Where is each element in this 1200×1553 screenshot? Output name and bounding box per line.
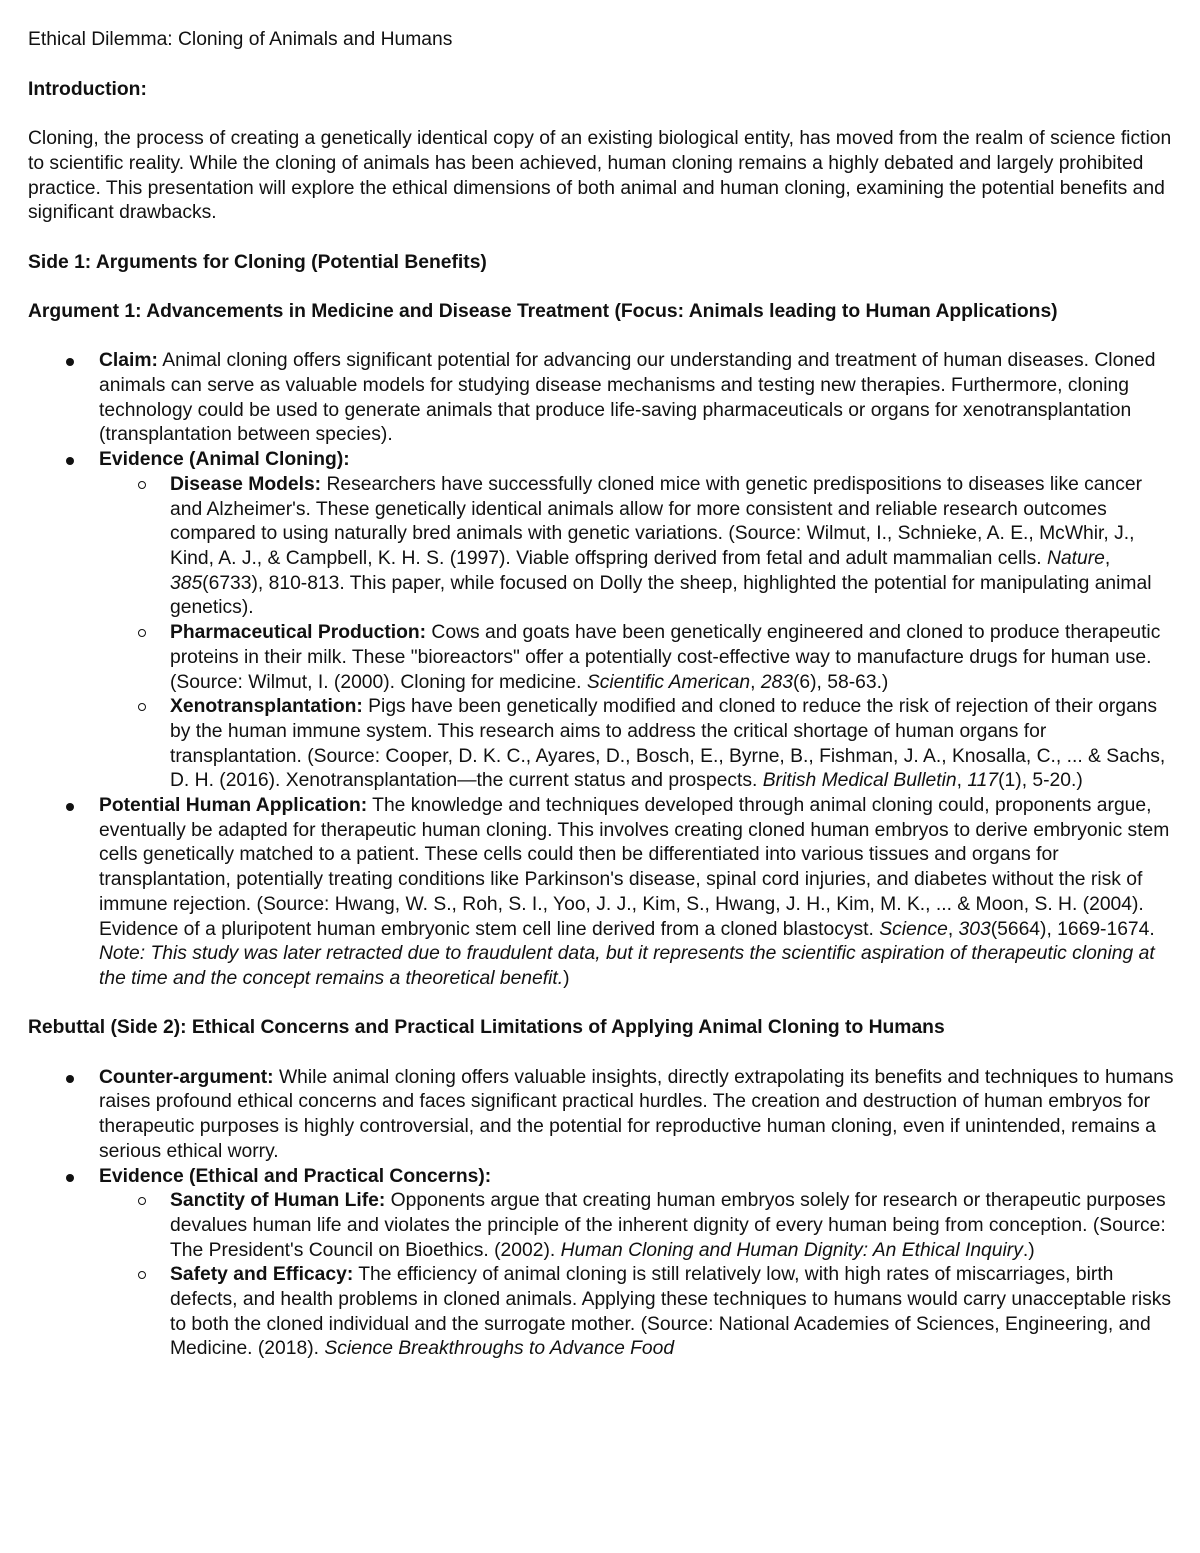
rebuttal-evidence-label: Evidence (Ethical and Practical Concerns):	[99, 1165, 492, 1187]
sanctity-label: Sanctity of Human Life:	[170, 1190, 386, 1212]
sanctity-item	[99, 1189, 1174, 1263]
human-application-text: The knowledge and techniques developed through animal cloning could, proponents argue, eventually be adapted for therapeutic human cloning. This involves creating cloned human embryos to derive embryonic stem cells genetically matched to a patient. These cells could then be differentiated into various tissues and organs for transplantation, potentially treating conditions like Parkinson's disease, spinal cord injuries, and diabetes without the risk of immune rejection. (Source: Hwang, W. S., Roh, S. I., Yoo, J. J., Kim, S., Hwang, J. H., Kim, M. K., ... & Moon, S. H. (2004). Evidence of a pluripotent human embryonic stem cell line derived from a cloned blastocyst.	[99, 795, 1170, 940]
intro-heading: Introduction:	[28, 78, 147, 100]
disease-models-text-end: (6733), 810-813. This paper, while focused on Dolly the sheep, highlighted the potential for manipulating animal genetics).	[170, 572, 1152, 619]
citation-sep: ,	[947, 918, 959, 940]
safety-item	[99, 1263, 1174, 1362]
citation-volume: 303	[958, 918, 991, 940]
citation-volume: 385	[170, 572, 203, 594]
retraction-note: Note: This study was later retracted due to fraudulent data, but it represents the scientific aspiration of therapeutic cloning at the time and the concept remains a theoretical benefit.	[99, 943, 1155, 989]
evidence-label: Evidence (Animal Cloning):	[99, 449, 350, 471]
citation-sep: ,	[1104, 548, 1111, 569]
pharma-text-end: (6), 58-63.)	[792, 671, 889, 693]
claim-label: Claim:	[99, 350, 158, 372]
safety-text: The efficiency of animal cloning is still relatively low, with high rates of miscarriages, birth defects, and health problems in cloned animals. Applying these techniques to humans would carry unacceptable risks to both the cloned individual and the surrogate mother. (Source: National Academies of Sciences, Engineering, and Medicine. (2018).	[170, 1264, 1172, 1360]
side1-heading: Side 1: Arguments for Cloning (Potential Benefits)	[28, 251, 487, 273]
citation-volume: 283	[760, 671, 793, 693]
rebuttal-heading: Rebuttal (Side 2): Ethical Concerns and Practical Limitations of Applying Animal Cloning to Humans	[28, 1017, 945, 1039]
xeno-text-end: (1), 5-20.)	[998, 770, 1083, 792]
citation-journal: Nature	[1047, 548, 1105, 569]
citation-sep: ,	[956, 770, 968, 792]
counter-argument-text: While animal cloning offers valuable insights, directly extrapolating its benefits and techniques to humans raises profound ethical concerns and faces significant practical hurdles. The creation and destruction of human embryos for therapeutic purposes is highly controversial, and the potential for reproductive human cloning, even if unintended, remains a serious ethical worry.	[99, 1066, 1174, 1162]
disease-models-item	[99, 473, 1174, 621]
pharma-item	[99, 621, 1174, 695]
pharma-label: Pharmaceutical Production:	[170, 622, 427, 644]
human-application-text-mid: (5664), 1669-1674.	[990, 918, 1155, 940]
disease-models-label: Disease Models:	[170, 473, 322, 495]
rebuttal-evidence-sublist	[99, 1189, 1174, 1362]
pharma-text: Cows and goats have been genetically engineered and cloned to produce therapeutic proteins in their milk. These "bioreactors" offer a potentially cost-effective way to manufacture drugs for human use. (Source: Wilmut, I. (2000). Cloning for medicine.	[170, 622, 1161, 693]
claim-text: Animal cloning offers significant potential for advancing our understanding and treatment of human diseases. Cloned animals can serve as valuable models for studying disease mechanisms and testing new therapies. Furthermore, cloning technology could be used to generate animals that produce life-saving pharmaceuticals or organs for xenotransplantation (transplantation between species).	[99, 350, 1156, 446]
sanctity-text: Opponents argue that creating human embryos solely for research or therapeutic purposes devalues human life and violates the principle of the inherent dignity of every human being from conception. (Source: The President's Council on Bioethics. (2002).	[170, 1190, 1166, 1261]
citation-journal: Scientific American	[586, 671, 751, 693]
argument1-heading: Argument 1: Advancements in Medicine and Disease Treatment (Focus: Animals leading to Human Applications)	[28, 300, 1058, 322]
rebuttal-evidence-item	[28, 1165, 1174, 1363]
document-page	[28, 28, 1174, 1362]
citation-close: )	[563, 967, 570, 989]
disease-models-text: Researchers have successfully cloned mice with genetic predispositions to diseases like cancer and Alzheimer's. These genetically identical animals allow for more consistent and reliable research outcomes compared to using naturally bred animals with genetic variations. (Source: Wilmut, I., Schnieke, A. E., McWhir, J., Kind, A. J., & Campbell, K. H. S. (1997). Viable offspring derived from fetal and adult mammalian cells.	[170, 473, 1143, 569]
human-application-item	[28, 794, 1174, 992]
counter-argument-item	[28, 1066, 1174, 1165]
citation-book: Human Cloning and Human Dignity: An Ethical Inquiry	[560, 1239, 1023, 1261]
argument1-list	[28, 349, 1174, 991]
xeno-text: Pigs have been genetically modified and cloned to reduce the risk of rejection of their organs by the human immune system. This research aims to address the critical shortage of human organs for transplantation. (Source: Cooper, D. K. C., Ayares, D., Bosch, E., Byrne, B., Fishman, J. A., Knosalla, C., ... & Sachs, D. H. (2016). Xenotransplantation—the current status and prospects.	[170, 696, 1166, 792]
human-application-label: Potential Human Application:	[99, 795, 368, 817]
xeno-item	[99, 695, 1174, 794]
document-title: Ethical Dilemma: Cloning of Animals and Humans	[28, 29, 453, 50]
citation-journal: Science	[879, 918, 948, 940]
safety-label: Safety and Efficacy:	[170, 1264, 354, 1286]
xeno-label: Xenotransplantation:	[170, 696, 363, 718]
claim-item	[28, 349, 1174, 448]
intro-paragraph: Cloning, the process of creating a genetically identical copy of an existing biological entity, has moved from the realm of science fiction to scientific reality. While the cloning of animals has been achieved, human cloning remains a highly debated and largely prohibited practice. This presentation will explore the ethical dimensions of both animal and human cloning, examining the potential benefits and significant drawbacks.	[28, 128, 1172, 224]
citation-sep: ,	[750, 671, 761, 693]
counter-argument-label: Counter-argument:	[99, 1066, 274, 1088]
evidence-sublist	[99, 473, 1174, 794]
rebuttal-list	[28, 1066, 1174, 1362]
citation-book: Science Breakthroughs to Advance Food	[324, 1338, 675, 1360]
citation-volume: 117	[967, 770, 999, 792]
sanctity-text-end: .)	[1022, 1239, 1035, 1261]
citation-journal: British Medical Bulletin	[762, 770, 957, 792]
evidence-item	[28, 448, 1174, 794]
